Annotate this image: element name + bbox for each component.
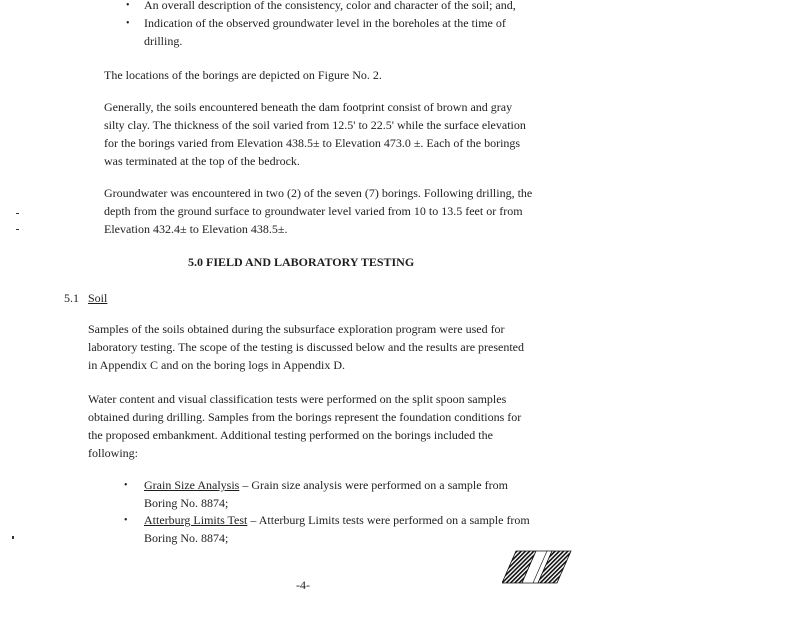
- scan-mark: [16, 213, 19, 214]
- bullet-grain-size-line1: [144, 476, 508, 494]
- bullet-marker: •: [124, 515, 128, 526]
- bullet-atterburg-line2: Boring No. 8874;: [144, 531, 229, 545]
- bullet-grain-size-line2: Boring No. 8874;: [144, 496, 229, 510]
- paragraph-water-content-line: following:: [88, 446, 138, 460]
- bullet-groundwater-line2: drilling.: [144, 34, 183, 48]
- scan-mark: [12, 536, 14, 539]
- paragraph-water-content-line: Water content and visual classification tests were performed on the split spoon samples: [88, 392, 507, 406]
- paragraph-soils-line: was terminated at the top of the bedrock.: [104, 154, 300, 168]
- paragraph-boring-locations: The locations of the borings are depicted on Figure No. 2.: [104, 68, 382, 82]
- paragraph-samples-line: laboratory testing. The scope of the testing is discussed below and the results are presented: [88, 340, 524, 354]
- subsection-number: 5.1: [64, 291, 79, 305]
- paragraph-groundwater-line: depth from the ground surface to groundwater level varied from 10 to 13.5 feet or from: [104, 204, 523, 218]
- page-number: -4-: [296, 578, 310, 592]
- bullet-marker: •: [124, 480, 128, 491]
- grain-size-title: Grain Size Analysis: [144, 478, 240, 492]
- paragraph-samples-line: in Appendix C and on the boring logs in Appendix D.: [88, 358, 345, 372]
- atterburg-description: – Atterburg Limits tests were performed on a sample from: [247, 513, 530, 527]
- paragraph-samples-line: Samples of the soils obtained during the subsurface exploration program were used for: [88, 322, 505, 336]
- scan-mark: [16, 229, 19, 230]
- bullet-marker: •: [126, 0, 130, 11]
- company-logo-icon: [502, 548, 574, 586]
- subsection-title: Soil: [88, 291, 108, 305]
- atterburg-title: Atterburg Limits Test: [144, 513, 248, 527]
- paragraph-water-content-line: obtained during drilling. Samples from the borings represent the foundation conditions for: [88, 410, 522, 424]
- grain-size-description: – Grain size analysis were performed on a sample from: [239, 478, 508, 492]
- paragraph-groundwater-line: Groundwater was encountered in two (2) of the seven (7) borings. Following drilling, the: [104, 186, 533, 200]
- paragraph-groundwater-line: Elevation 432.4± to Elevation 438.5±.: [104, 222, 288, 236]
- bullet-groundwater-line1: Indication of the observed groundwater level in the boreholes at the time of: [144, 16, 506, 30]
- paragraph-soils-line: for the borings varied from Elevation 438.5± to Elevation 473.0 ±. Each of the borings: [104, 136, 521, 150]
- paragraph-soils-line: silty clay. The thickness of the soil varied from 12.5' to 22.5' while the surface elevation: [104, 118, 526, 132]
- bullet-marker: •: [126, 18, 130, 29]
- paragraph-water-content-line: the proposed embankment. Additional testing performed on the borings included the: [88, 428, 493, 442]
- bullet-consistency-text: An overall description of the consistency, color and character of the soil; and,: [144, 0, 516, 12]
- section-heading: 5.0 FIELD AND LABORATORY TESTING: [188, 255, 415, 269]
- bullet-atterburg-line1: [144, 511, 530, 529]
- paragraph-soils-line: Generally, the soils encountered beneath the dam footprint consist of brown and gray: [104, 100, 513, 114]
